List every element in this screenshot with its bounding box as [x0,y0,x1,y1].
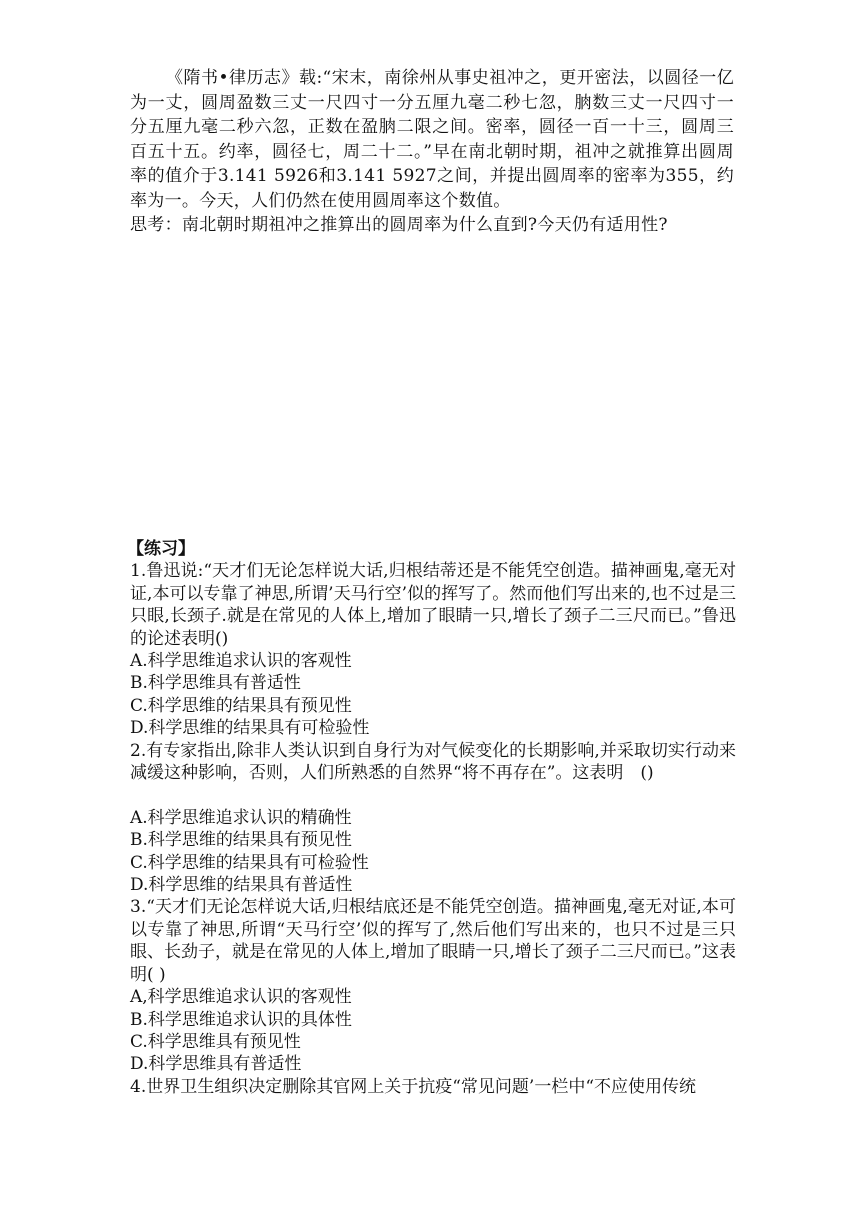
question-2 [130,740,736,897]
question-1 [130,560,736,739]
option-d: D.科学思维的结果具有普适性 [130,875,353,896]
question-stem: 2.有专家指出,除非人类认识到自身行为对气候变化的长期影响,并采取切实行动来减缓这种影响，否则，人们所熟悉的自然界“将不再存在”。这表明 () [130,740,736,784]
think-question: 思考：南北朝时期祖冲之推算出的圆周率为什么直到?今天仍有适用性? [130,215,668,235]
option-d: D.科学思维具有普适性 [130,1054,302,1075]
practice-title: 【练习】 [127,539,195,559]
blank-line [130,784,736,806]
option-b: B.科学思维追求认识的具体性 [130,1009,352,1030]
option-c: C.科学思维的结果具有预见性 [130,695,352,716]
intro-section [130,66,734,238]
question-3 [130,896,736,1075]
option-d: D.科学思维的结果具有可检验性 [130,718,370,739]
option-c: C.科学思维具有预见性 [130,1031,301,1052]
option-a: A,科学思维追求认识的客观性 [130,987,352,1008]
option-b: B.科学思维的结果具有预见性 [130,830,352,851]
option-b: B.科学思维具有普适性 [130,673,301,694]
practice-section [127,538,736,1098]
question-4 [130,1076,736,1098]
intro-paragraph: 《隋书•律历志》载:“宋末，南徐州从事史祖冲之，更开密法，以圆径一亿为一丈，圆周盈数三丈一尺四寸一分五厘九毫二秒七忽，朒数三丈一尺四寸一分五厘九毫二秒六忽，正数在盈朒二限之间。密率，圆径一百一十三，圆周三百五十五。约率，圆径七，周二十二。”早在南北朝时期，祖冲之就推算出圆周率的值介于3.141 5926和3.141 5927之间，并提出圆周率的密率为355，约率为一。今天，人们仍然在使用圆周率这个数值。 [130,68,734,211]
option-c: C.科学思维的结果具有可检验性 [130,852,369,873]
question-stem: 3.“天才们无论怎样说大话,归根结底还是不能凭空创造。描神画鬼,毫无对证,本可以专靠了神思,所谓“天马行空’似的挥写了,然后他们写出来的，也只不过是三只眼、长劲子，就是在常见的人体上,增加了眼睛一只,增长了颈子二三尺而已。”这表明( ) [130,897,736,985]
question-stem: 1.鲁迅说:“天才们无论怎样说大话,归根结蒂还是不能凭空创造。描神画鬼,毫无对证,本可以专靠了神思,所谓’天马行空’似的挥写了。然而他们写出来的,也不过是三只眼,长颈子.就是在常见的人体上,增加了眼睛一只,增长了颈子二三尺而已。”鲁迅的论述表明() [130,561,736,649]
option-a: A.科学思维追求认识的客观性 [130,651,352,672]
question-stem: 4.世界卫生组织决定删除其官网上关于抗疫“常见问题’一栏中“不应使用传统 [130,1076,697,1097]
option-a: A.科学思维追求认识的精确性 [130,807,352,828]
